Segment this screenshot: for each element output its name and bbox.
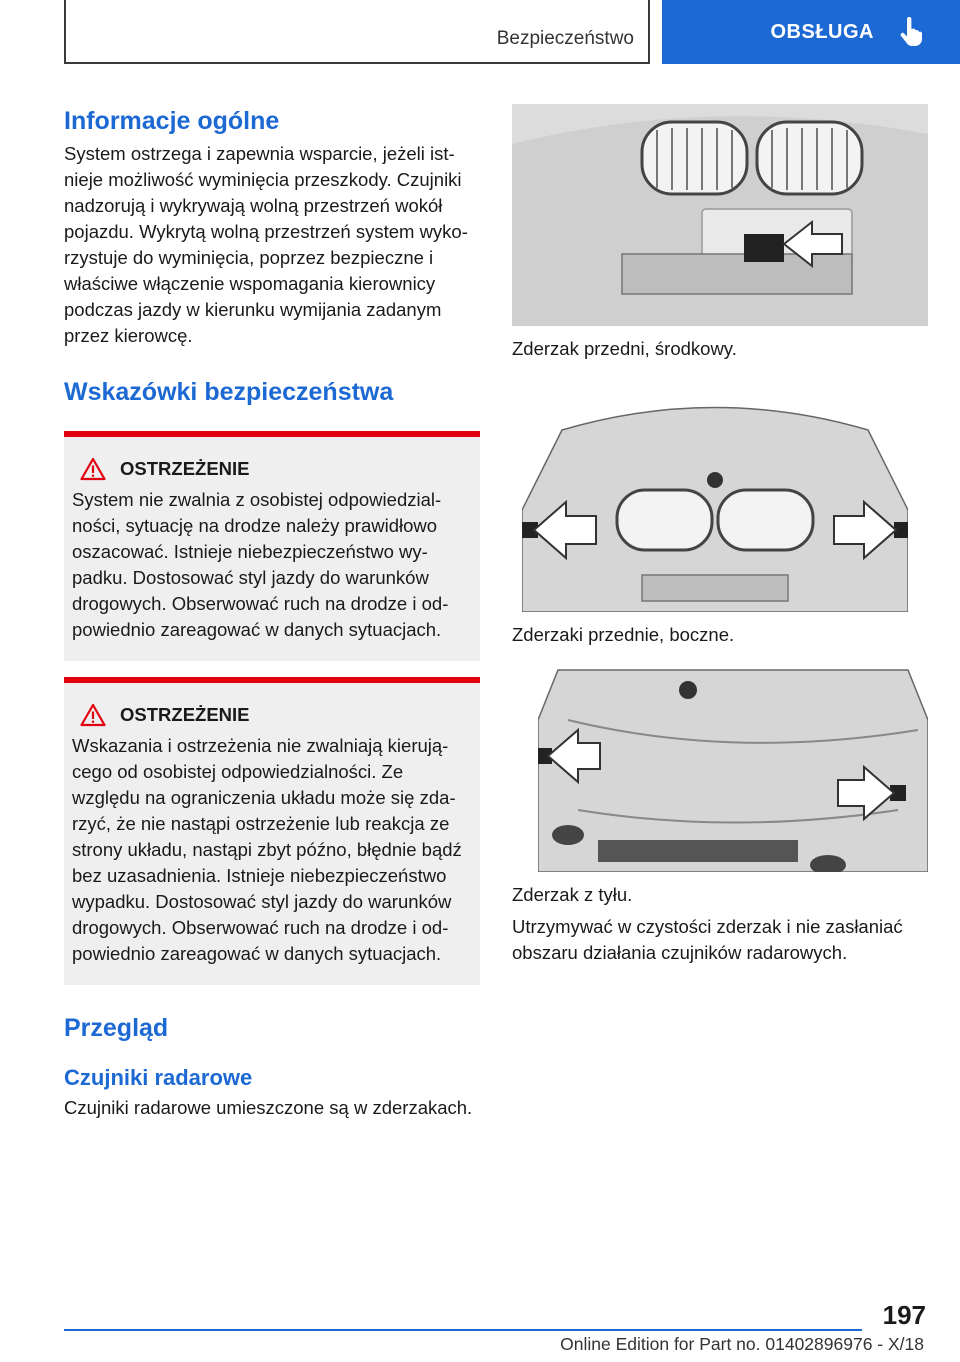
- warning-text-2: Wskazania i ostrzeżenia nie zwalniają kierującego od osobistej odpowiedzialności. Ze względu na ograniczenia układu może się zdarzyć, że nie nastąpi ostrzeżenie lub reakcja ze strony układu, nastąpi zbyt późno, błędnie bądź bez uzasadnienia. Istnieje niebezpieczeństwo wypadku. Dostosować styl jazdy do warunków drogowych. Obserwować ruch na drodze i odpowiednio zareagować w danych sytuacjach.: [72, 735, 462, 964]
- warning-label-2: OSTRZEŻENIE: [120, 704, 250, 725]
- page-number: 197: [882, 1300, 926, 1330]
- cleaning-note: Utrzymywać w czystości zderzak i nie zasłaniać obszaru działania czujników radarowych.: [512, 916, 903, 963]
- heading-radar-sensors: Czujniki radarowe: [64, 1065, 253, 1090]
- figure-caption-2: Zderzaki przednie, boczne.: [512, 624, 735, 645]
- rear-bumper-illustration: [538, 660, 928, 872]
- warning-triangle-icon: [80, 703, 106, 727]
- right-column: [512, 104, 928, 966]
- figure-caption-1: Zderzak przedni, środkowy.: [512, 338, 737, 359]
- warning-triangle-icon: [80, 457, 106, 481]
- footer-edition: Online Edition for Part no. 01402896976 - X/18: [560, 1334, 924, 1354]
- header-section-box: [64, 0, 650, 64]
- front-bumper-sides-illustration: [522, 390, 908, 612]
- figure-rear-bumper: [538, 660, 928, 872]
- figure-front-bumper-sides: [522, 390, 908, 612]
- heading-general-info: Informacje ogólne: [64, 107, 280, 135]
- header-chapter-tab[interactable]: [662, 0, 960, 64]
- header-section-title: Bezpieczeństwo: [496, 28, 634, 49]
- warning-box-1: [64, 431, 480, 661]
- header-chapter-label: OBSŁUGA: [770, 20, 874, 43]
- warning-title-2: [72, 703, 472, 727]
- heading-overview: Przegląd: [64, 1014, 169, 1042]
- warning-label-1: OSTRZEŻENIE: [120, 458, 250, 479]
- radar-sensors-text: Czujniki radarowe umieszczone są w zderzakach.: [64, 1097, 473, 1118]
- warning-text-1: System nie zwalnia z osobistej odpowiedzialności, sytuację na drodze należy prawidłowo oszacować. Istnieje niebezpieczeństwo wypadku. Dostosować styl jazdy do warunków drogowych. Obserwować ruch na drodze i odpowiednio zareagować w danych sytuacjach.: [72, 489, 449, 640]
- figure-front-bumper-center: [512, 104, 928, 326]
- front-bumper-center-illustration: [512, 104, 928, 326]
- footer-divider: [64, 1329, 862, 1331]
- heading-safety: Wskazówki bezpieczeństwa: [64, 378, 394, 406]
- left-column: [64, 100, 480, 1121]
- warning-title-1: [72, 457, 472, 481]
- hand-pointer-icon: [898, 17, 924, 47]
- general-info-text: System ostrzega i zapewnia wsparcie, jeżeli istnieje możliwość wyminięcia przeszkody. Czujniki nadzorują i wykrywają wolną przestrzeń wokół pojazdu. Wykrytą wolną przestrzeń system wykorzystuje do wyminięcia, poprzez bezpieczne i właściwe włączenie wspomagania kierownicy podczas jazdy w kierunku wymijania zadanym przez kierowcę.: [64, 143, 468, 346]
- figure-caption-3: Zderzak z tyłu.: [512, 884, 633, 905]
- warning-box-2: [64, 677, 480, 985]
